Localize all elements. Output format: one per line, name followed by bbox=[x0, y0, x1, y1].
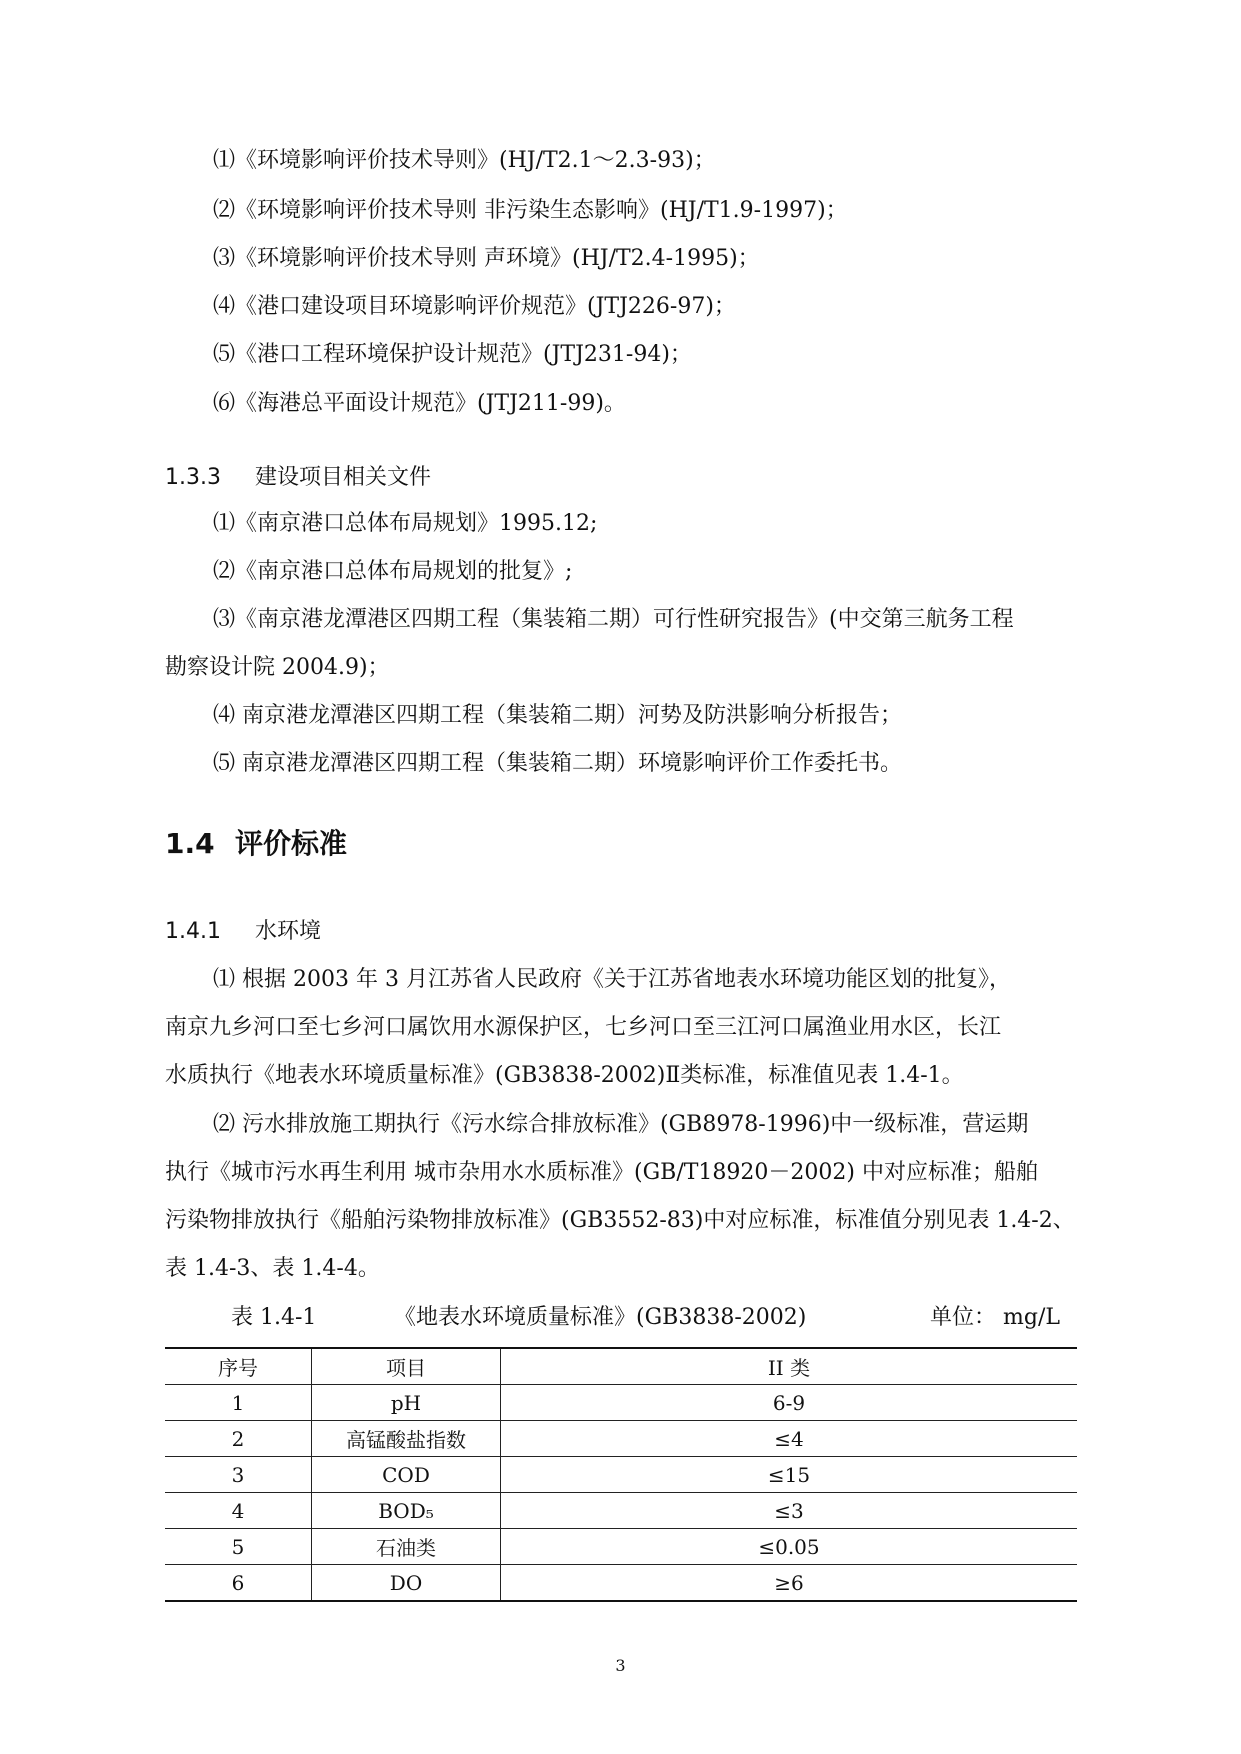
table-cell: 6-9 bbox=[501, 1385, 1078, 1421]
table-caption-number: 表 1.4-1 bbox=[231, 1305, 317, 1330]
table-cell: 高锰酸盐指数 bbox=[312, 1421, 501, 1457]
table-cell: ≥6 bbox=[501, 1565, 1078, 1602]
section-heading-1-4 bbox=[165, 826, 347, 862]
table-cell: 2 bbox=[165, 1421, 312, 1457]
table-cell: DO bbox=[312, 1565, 501, 1602]
section-title: 评价标准 bbox=[235, 827, 348, 860]
section-number: 1.4 bbox=[165, 827, 215, 860]
paragraph-line: ⑴ 根据 2003 年 3 月江苏省人民政府《关于江苏省地表水环境功能区划的批复》， bbox=[213, 967, 1011, 992]
document-item: ⑷ 南京港龙潭港区四期工程（集装箱二期）河势及防洪影响分析报告； bbox=[213, 703, 902, 728]
reference-item: ⑴《环境影响评价技术导则》(HJ/T2.1～2.3-93)； bbox=[213, 148, 716, 173]
table-row bbox=[165, 1421, 1077, 1457]
table-cell: 1 bbox=[165, 1385, 312, 1421]
table-caption-unit: 单位： mg/L bbox=[930, 1305, 1060, 1330]
table-cell: ≤4 bbox=[501, 1421, 1078, 1457]
document-item: ⑸ 南京港龙潭港区四期工程（集装箱二期）环境影响评价工作委托书。 bbox=[213, 751, 902, 776]
table-cell: 石油类 bbox=[312, 1529, 501, 1565]
section-heading-1-4-1 bbox=[165, 917, 321, 947]
reference-item: ⑶《环境影响评价技术导则 声环境》(HJ/T2.4-1995)； bbox=[213, 246, 760, 271]
reference-item: ⑹《海港总平面设计规范》(JTJ211-99)。 bbox=[213, 391, 626, 416]
document-item-continuation: 勘察设计院 2004.9)； bbox=[165, 655, 390, 680]
table-cell: ≤3 bbox=[501, 1493, 1078, 1529]
table-cell: ≤15 bbox=[501, 1457, 1078, 1493]
column-header: 序号 bbox=[165, 1348, 312, 1385]
paragraph-line: 污染物排放执行《船舶污染物排放标准》(GB3552-83)中对应标准，标准值分别见表 1.4-2、 bbox=[165, 1208, 1075, 1233]
paragraph-line: 执行《城市污水再生利用 城市杂用水水质标准》(GB/T18920－2002) 中对应标准；船舶 bbox=[165, 1160, 1038, 1185]
section-title: 水环境 bbox=[255, 919, 322, 944]
column-header: 项目 bbox=[312, 1348, 501, 1385]
reference-item: ⑵《环境影响评价技术导则 非污染生态影响》(HJ/T1.9-1997)； bbox=[213, 198, 848, 223]
paragraph-line: 水质执行《地表水环境质量标准》(GB3838-2002)Ⅱ类标准，标准值见表 1.4-1。 bbox=[165, 1063, 964, 1088]
table-header-row bbox=[165, 1348, 1077, 1385]
section-title: 建设项目相关文件 bbox=[255, 465, 432, 490]
table-cell: BOD₅ bbox=[312, 1493, 501, 1529]
table-cell: 3 bbox=[165, 1457, 312, 1493]
page-number: 3 bbox=[615, 1656, 626, 1675]
table-cell: 6 bbox=[165, 1565, 312, 1602]
column-header: II 类 bbox=[501, 1348, 1078, 1385]
water-quality-standard-table bbox=[165, 1347, 1077, 1602]
table-row bbox=[165, 1565, 1077, 1602]
document-item: ⑴《南京港口总体布局规划》1995.12; bbox=[213, 511, 598, 536]
table-cell: pH bbox=[312, 1385, 501, 1421]
document-item: ⑵《南京港口总体布局规划的批复》; bbox=[213, 559, 573, 584]
section-number: 1.4.1 bbox=[165, 919, 221, 944]
section-heading-1-3-3 bbox=[165, 463, 431, 493]
table-cell: ≤0.05 bbox=[501, 1529, 1078, 1565]
table-caption-title: 《地表水环境质量标准》(GB3838-2002) bbox=[394, 1305, 807, 1330]
document-item: ⑶《南京港龙潭港区四期工程（集装箱二期）可行性研究报告》(中交第三航务工程 bbox=[213, 607, 1014, 632]
paragraph-line: 南京九乡河口至七乡河口属饮用水源保护区，七乡河口至三江河口属渔业用水区，长江 bbox=[165, 1015, 1002, 1040]
table-row bbox=[165, 1529, 1077, 1565]
section-number: 1.3.3 bbox=[165, 465, 221, 490]
reference-item: ⑸《港口工程环境保护设计规范》(JTJ231-94)； bbox=[213, 342, 692, 367]
table-row bbox=[165, 1493, 1077, 1529]
table-cell: COD bbox=[312, 1457, 501, 1493]
paragraph-line: 表 1.4-3、表 1.4-4。 bbox=[165, 1256, 380, 1281]
table-cell: 4 bbox=[165, 1493, 312, 1529]
table-row bbox=[165, 1457, 1077, 1493]
paragraph-line: ⑵ 污水排放施工期执行《污水综合排放标准》(GB8978-1996)中一级标准，营运期 bbox=[213, 1112, 1029, 1137]
table-cell: 5 bbox=[165, 1529, 312, 1565]
reference-item: ⑷《港口建设项目环境影响评价规范》(JTJ226-97)； bbox=[213, 294, 736, 319]
table-row bbox=[165, 1385, 1077, 1421]
